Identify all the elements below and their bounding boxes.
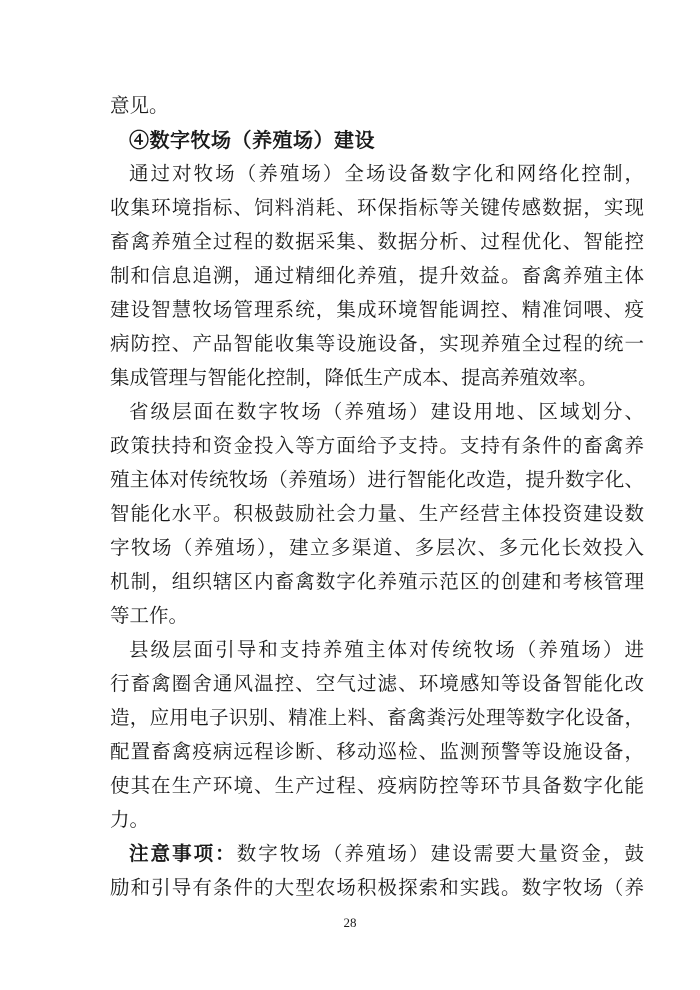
document-text-block	[110, 90, 644, 906]
text-line: 畜禽养殖全过程的数据采集、数据分析、过程优化、智能控	[110, 232, 644, 253]
text-line: 造，应用电子识别、精准上料、畜禽粪污处理等数字化设备，	[110, 708, 644, 729]
text-line: 建设智慧牧场管理系统，集成环境智能调控、精准饲喂、疫	[110, 300, 644, 321]
text-line: 力。	[110, 810, 150, 831]
text-line: 智能化水平。积极鼓励社会力量、生产经营主体投资建设数	[110, 504, 644, 525]
text-line: 通过对牧场（养殖场）全场设备数字化和网络化控制，	[129, 164, 644, 185]
text-line: 等工作。	[110, 606, 189, 627]
section-heading: ④数字牧场（养殖场）建设	[129, 130, 375, 152]
text-line: 机制，组织辖区内畜禽数字化养殖示范区的创建和考核管理	[110, 572, 644, 593]
text-line: 字牧场（养殖场），建立多渠道、多层次、多元化长效投入	[110, 538, 644, 559]
text-line: 病防控、产品智能收集等设施设备，实现养殖全过程的统一	[110, 334, 644, 355]
text-line: 配置畜禽疫病远程诊断、移动巡检、监测预警等设施设备，	[110, 742, 644, 763]
text-line: 县级层面引导和支持养殖主体对传统牧场（养殖场）进	[129, 640, 644, 661]
text-line: 使其在生产环境、生产过程、疫病防控等环节具备数字化能	[110, 776, 644, 797]
text-line: 收集环境指标、饲料消耗、环保指标等关键传感数据，实现	[110, 198, 644, 219]
text-line: 殖主体对传统牧场（养殖场）进行智能化改造，提升数字化、	[110, 470, 644, 491]
text-line: 政策扶持和资金投入等方面给予支持。支持有条件的畜禽养	[110, 436, 644, 457]
text-line: 注意事项：数字牧场（养殖场）建设需要大量资金，鼓	[129, 844, 644, 865]
note-label: 注意事项：	[129, 844, 237, 865]
text-line: 行畜禽圈舍通风温控、空气过滤、环境感知等设备智能化改	[110, 674, 644, 695]
text-line: 励和引导有条件的大型农场积极探索和实践。数字牧场（养	[110, 878, 644, 899]
text-line: 集成管理与智能化控制，降低生产成本、提高养殖效率。	[110, 368, 598, 389]
page-number: 28	[343, 915, 357, 930]
text-line: 意见。	[110, 96, 169, 117]
text-line: 制和信息追溯，通过精细化养殖，提升效益。畜禽养殖主体	[110, 266, 644, 287]
text-line: 省级层面在数字牧场（养殖场）建设用地、区域划分、	[129, 402, 644, 423]
